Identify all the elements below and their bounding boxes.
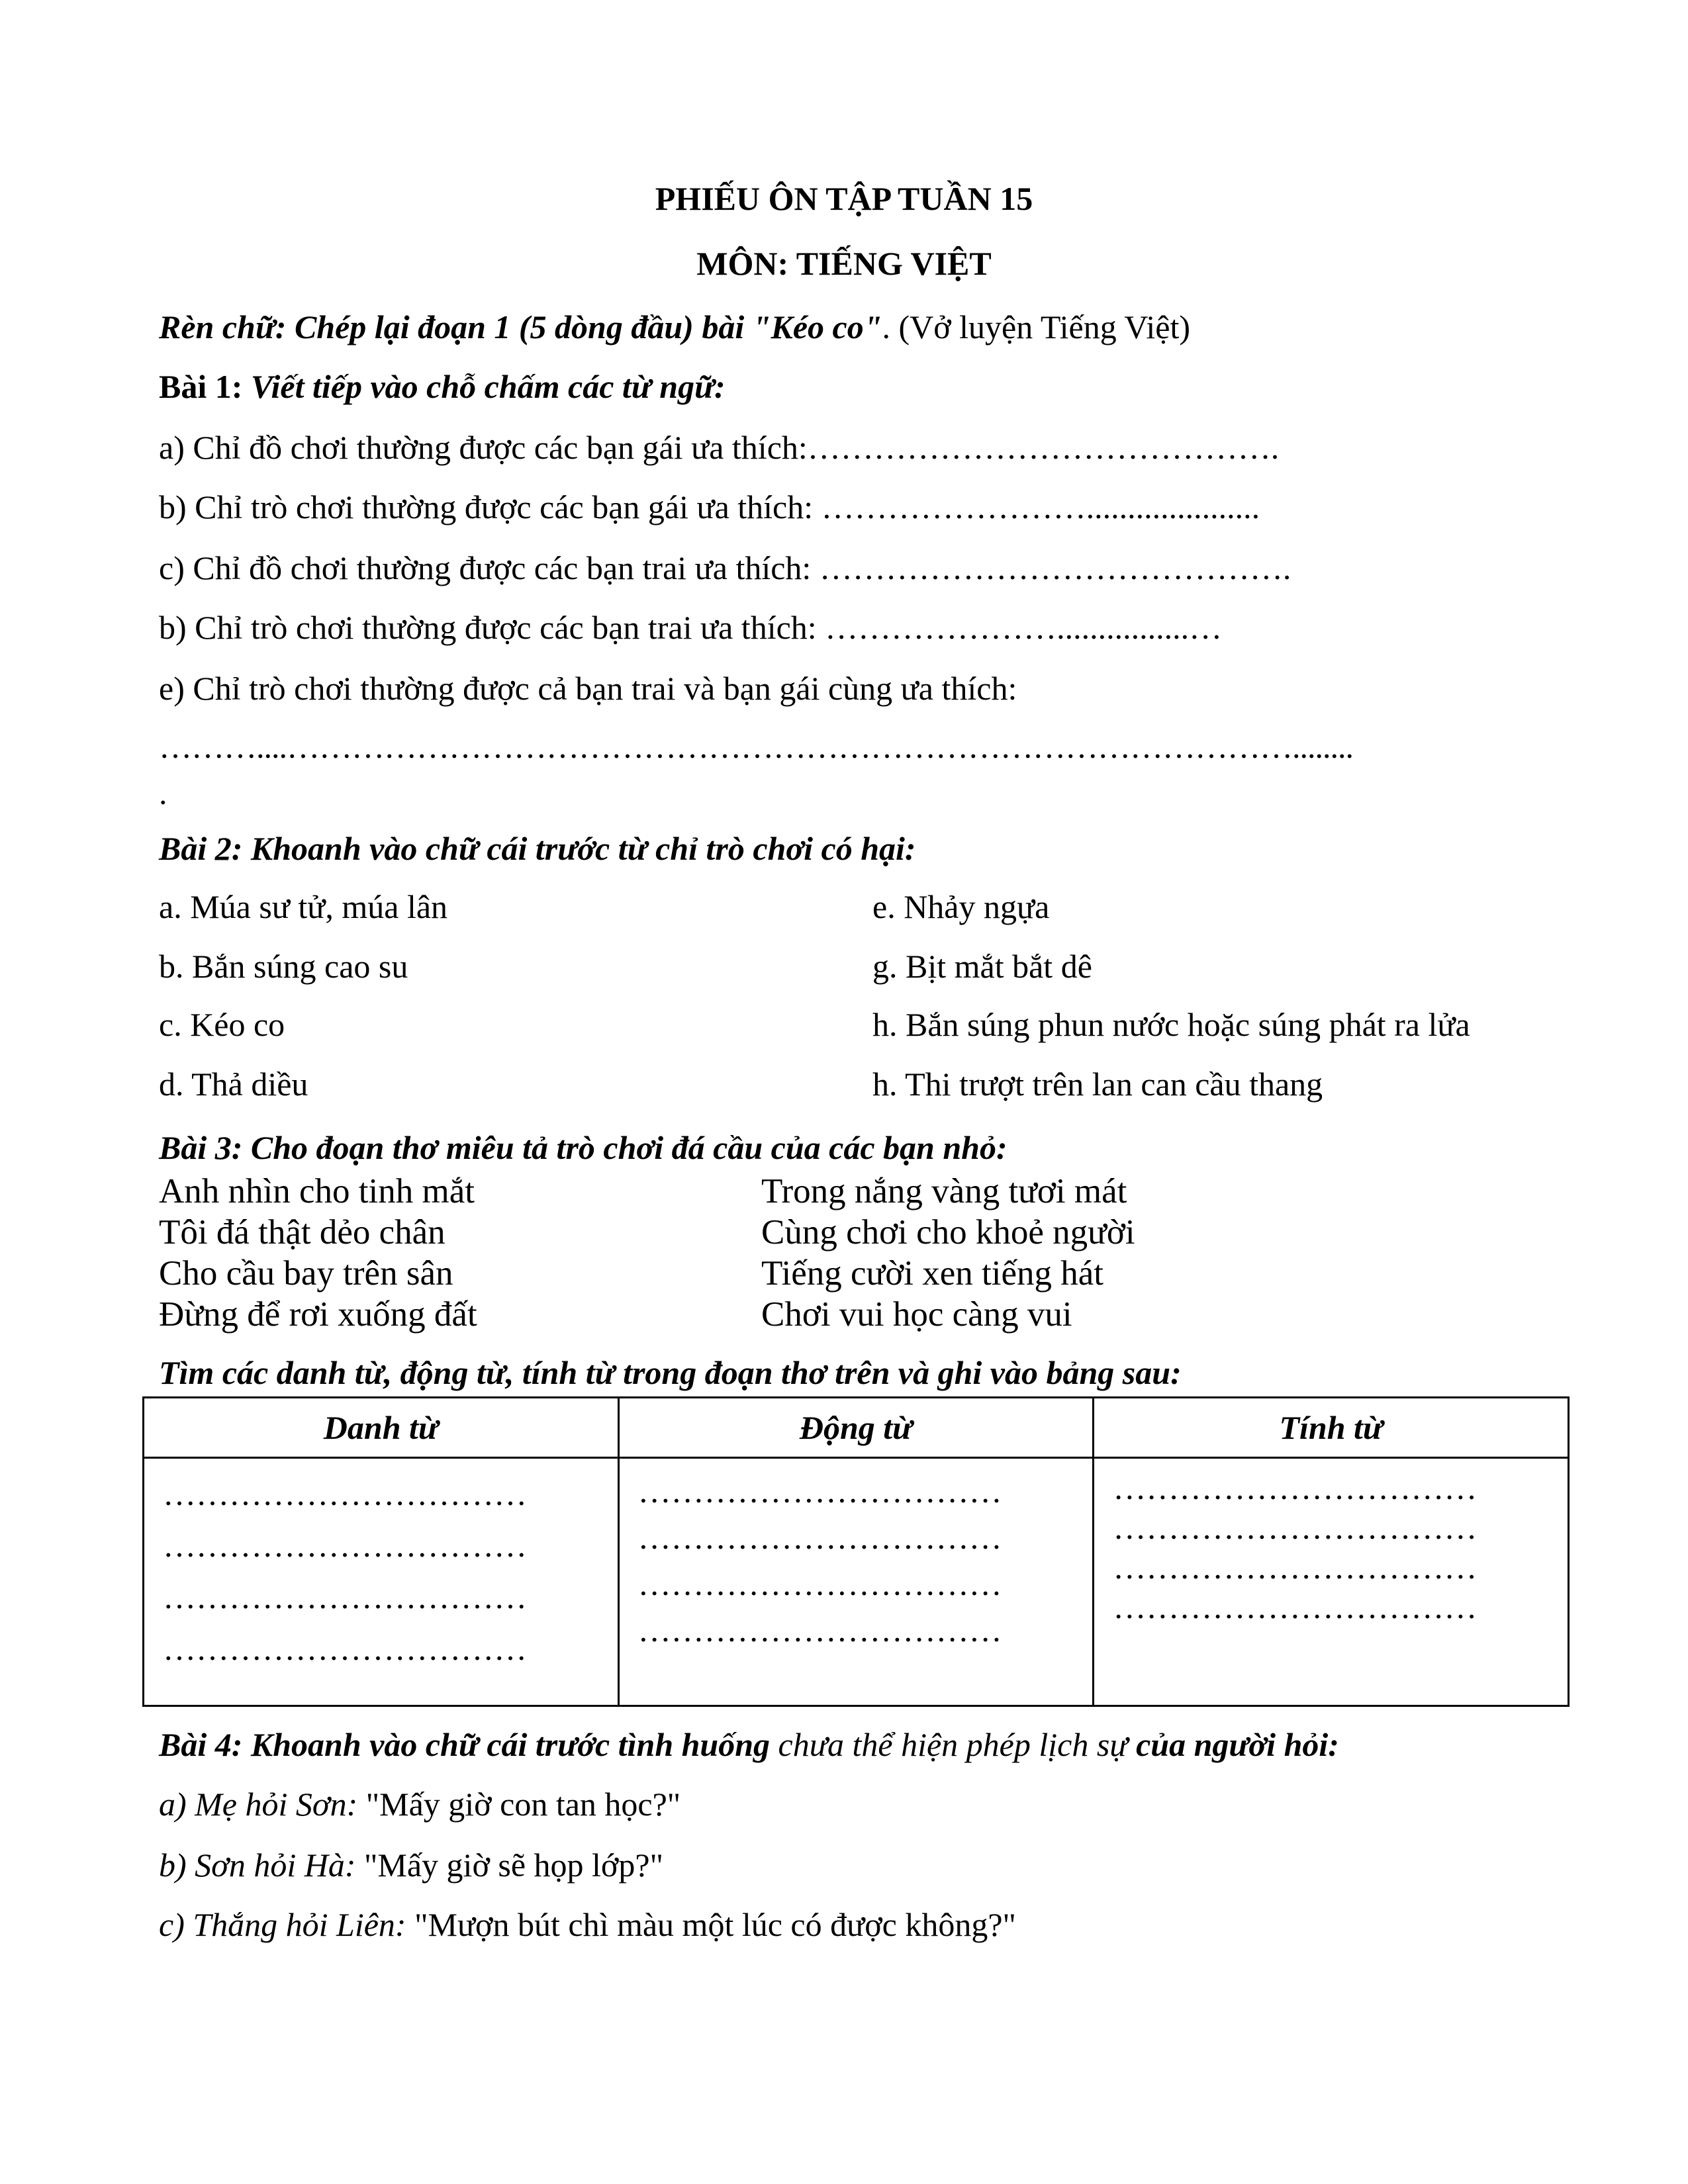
exercise-1-item-a: a) Chỉ đồ chơi thường được các bạn gái ưa thích:……………………………………. [159,429,1280,466]
subject-title: MÔN: TIẾNG VIỆT [696,245,992,282]
exercise-2-option-d: d. Thả diều [159,1066,308,1103]
word-classification-table [142,1396,1570,1707]
dotted-line: …………………………… [637,1612,1002,1649]
exercise-4-heading-italic: chưa thể hiện phép lịch sự [778,1726,1137,1763]
exercise-4-item-b [159,1846,663,1885]
verb-answer-cell[interactable] [618,1458,1094,1706]
exercise-1-item-d: b) Chỉ trò chơi thường được các bạn trai ưa thích: …………………................… [159,609,1223,646]
exercise-4-item-a [159,1786,680,1824]
dotted-line: …………………………… [1113,1509,1477,1546]
exercise-2-option-h2: h. Thi trượt trên lan can cầu thang [872,1066,1323,1103]
poem-left-line-1: Anh nhìn cho tinh mắt [159,1172,475,1210]
poem-right-line-2: Cùng chơi cho khoẻ người [761,1213,1135,1251]
dotted-line: …………………………… [637,1519,1002,1556]
table-header-row [144,1398,1569,1458]
dotted-line: …………………………… [637,1473,1002,1510]
header-adjective: Tính từ [1094,1398,1569,1458]
exercise-1-answer-line: ………....…………………………………………………………………………………........ [159,728,1353,765]
poem-left-line-3: Cho cầu bay trên sân [159,1254,453,1293]
exercise-2-heading: Bài 2: Khoanh vào chữ cái trước từ chỉ trò chơi có hại: [159,830,916,867]
exercise-4-item-c [159,1906,1016,1944]
dotted-line: …………………………… [1113,1469,1477,1506]
header-verb: Động từ [618,1398,1094,1458]
poem-left-line-4: Đừng để rơi xuống đất [159,1295,477,1334]
exercise-2-option-e: e. Nhảy ngựa [872,888,1050,925]
exercise-2-option-b: b. Bắn súng cao su [159,948,408,985]
exercise-4-item-a-label: a) Mẹ hỏi Sơn: [159,1786,366,1823]
header-noun: Danh từ [144,1398,619,1458]
poem-right-line-3: Tiếng cười xen tiếng hát [761,1254,1104,1293]
dotted-line: …………………………… [163,1630,527,1667]
exercise-1-instruction: Viết tiếp vào chỗ chấm các từ ngữ: [250,368,726,405]
dotted-line: …………………………… [637,1565,1002,1602]
exercise-1-item-c: c) Chỉ đồ chơi thường được các bạn trai ưa thích: ……………………………………. [159,549,1291,586]
table-answer-row [144,1458,1569,1706]
handwriting-practice-line [159,308,1190,347]
exercise-1-item-b: b) Chỉ trò chơi thường được các bạn gái ưa thích: ……………………..................... [159,488,1260,525]
exercise-4-item-b-label: b) Sơn hỏi Hà: [159,1846,364,1884]
adjective-answer-cell[interactable] [1094,1458,1569,1706]
dotted-line: …………………………… [163,1527,527,1564]
exercise-2-option-g: g. Bịt mắt bắt dê [872,948,1092,985]
exercise-1-heading [159,368,726,406]
exercise-2-option-c: c. Kéo co [159,1006,285,1043]
exercise-4-item-b-text: "Mấy giờ sẽ họp lớp?" [364,1846,663,1884]
exercise-4-heading-bold-end: của người hỏi: [1136,1726,1339,1763]
exercise-4-item-a-text: "Mấy giờ con tan học?" [365,1786,681,1823]
poem-left-line-2: Tôi đá thật dẻo chân [159,1213,445,1251]
exercise-1-item-e: e) Chỉ trò chơi thường được cả bạn trai và bạn gái cùng ưa thích: [159,670,1017,707]
noun-answer-cell[interactable] [144,1458,619,1706]
dotted-line: …………………………… [1113,1549,1477,1586]
dotted-line: …………………………… [163,1578,527,1615]
exercise-4-item-c-label: c) Thắng hỏi Liên: [159,1906,415,1943]
exercise-4-item-c-text: "Mượn bút chì màu một lúc có được không?" [414,1906,1016,1943]
exercise-1-label: Bài 1: [159,368,243,405]
dotted-line: …………………………… [1113,1588,1477,1625]
exercise-1-answer-dot: . [159,774,167,811]
poem-right-line-1: Trong nắng vàng tươi mát [761,1172,1127,1210]
exercise-4-heading-bold: Bài 4: Khoanh vào chữ cái trước tình huống [159,1726,778,1763]
poem-right-line-4: Chơi vui học càng vui [761,1295,1072,1334]
exercise-4-heading [159,1726,1339,1764]
exercise-3-task: Tìm các danh từ, động từ, tính từ trong đoạn thơ trên và ghi vào bảng sau: [159,1354,1182,1391]
exercise-3-heading: Bài 3: Cho đoạn thơ miêu tả trò chơi đá cầu của các bạn nhỏ: [159,1129,1008,1166]
handwriting-practice-label: Rèn chữ: Chép lại đoạn 1 (5 dòng đầu) bài "Kéo co" [159,308,882,345]
exercise-2-option-h1: h. Bắn súng phun nước hoặc súng phát ra lửa [872,1006,1470,1043]
page-title: PHIẾU ÔN TẬP TUẦN 15 [655,180,1033,217]
handwriting-practice-note: . (Vở luyện Tiếng Việt) [882,308,1191,345]
dotted-line: …………………………… [163,1475,527,1512]
exercise-2-option-a: a. Múa sư tử, múa lân [159,888,448,925]
